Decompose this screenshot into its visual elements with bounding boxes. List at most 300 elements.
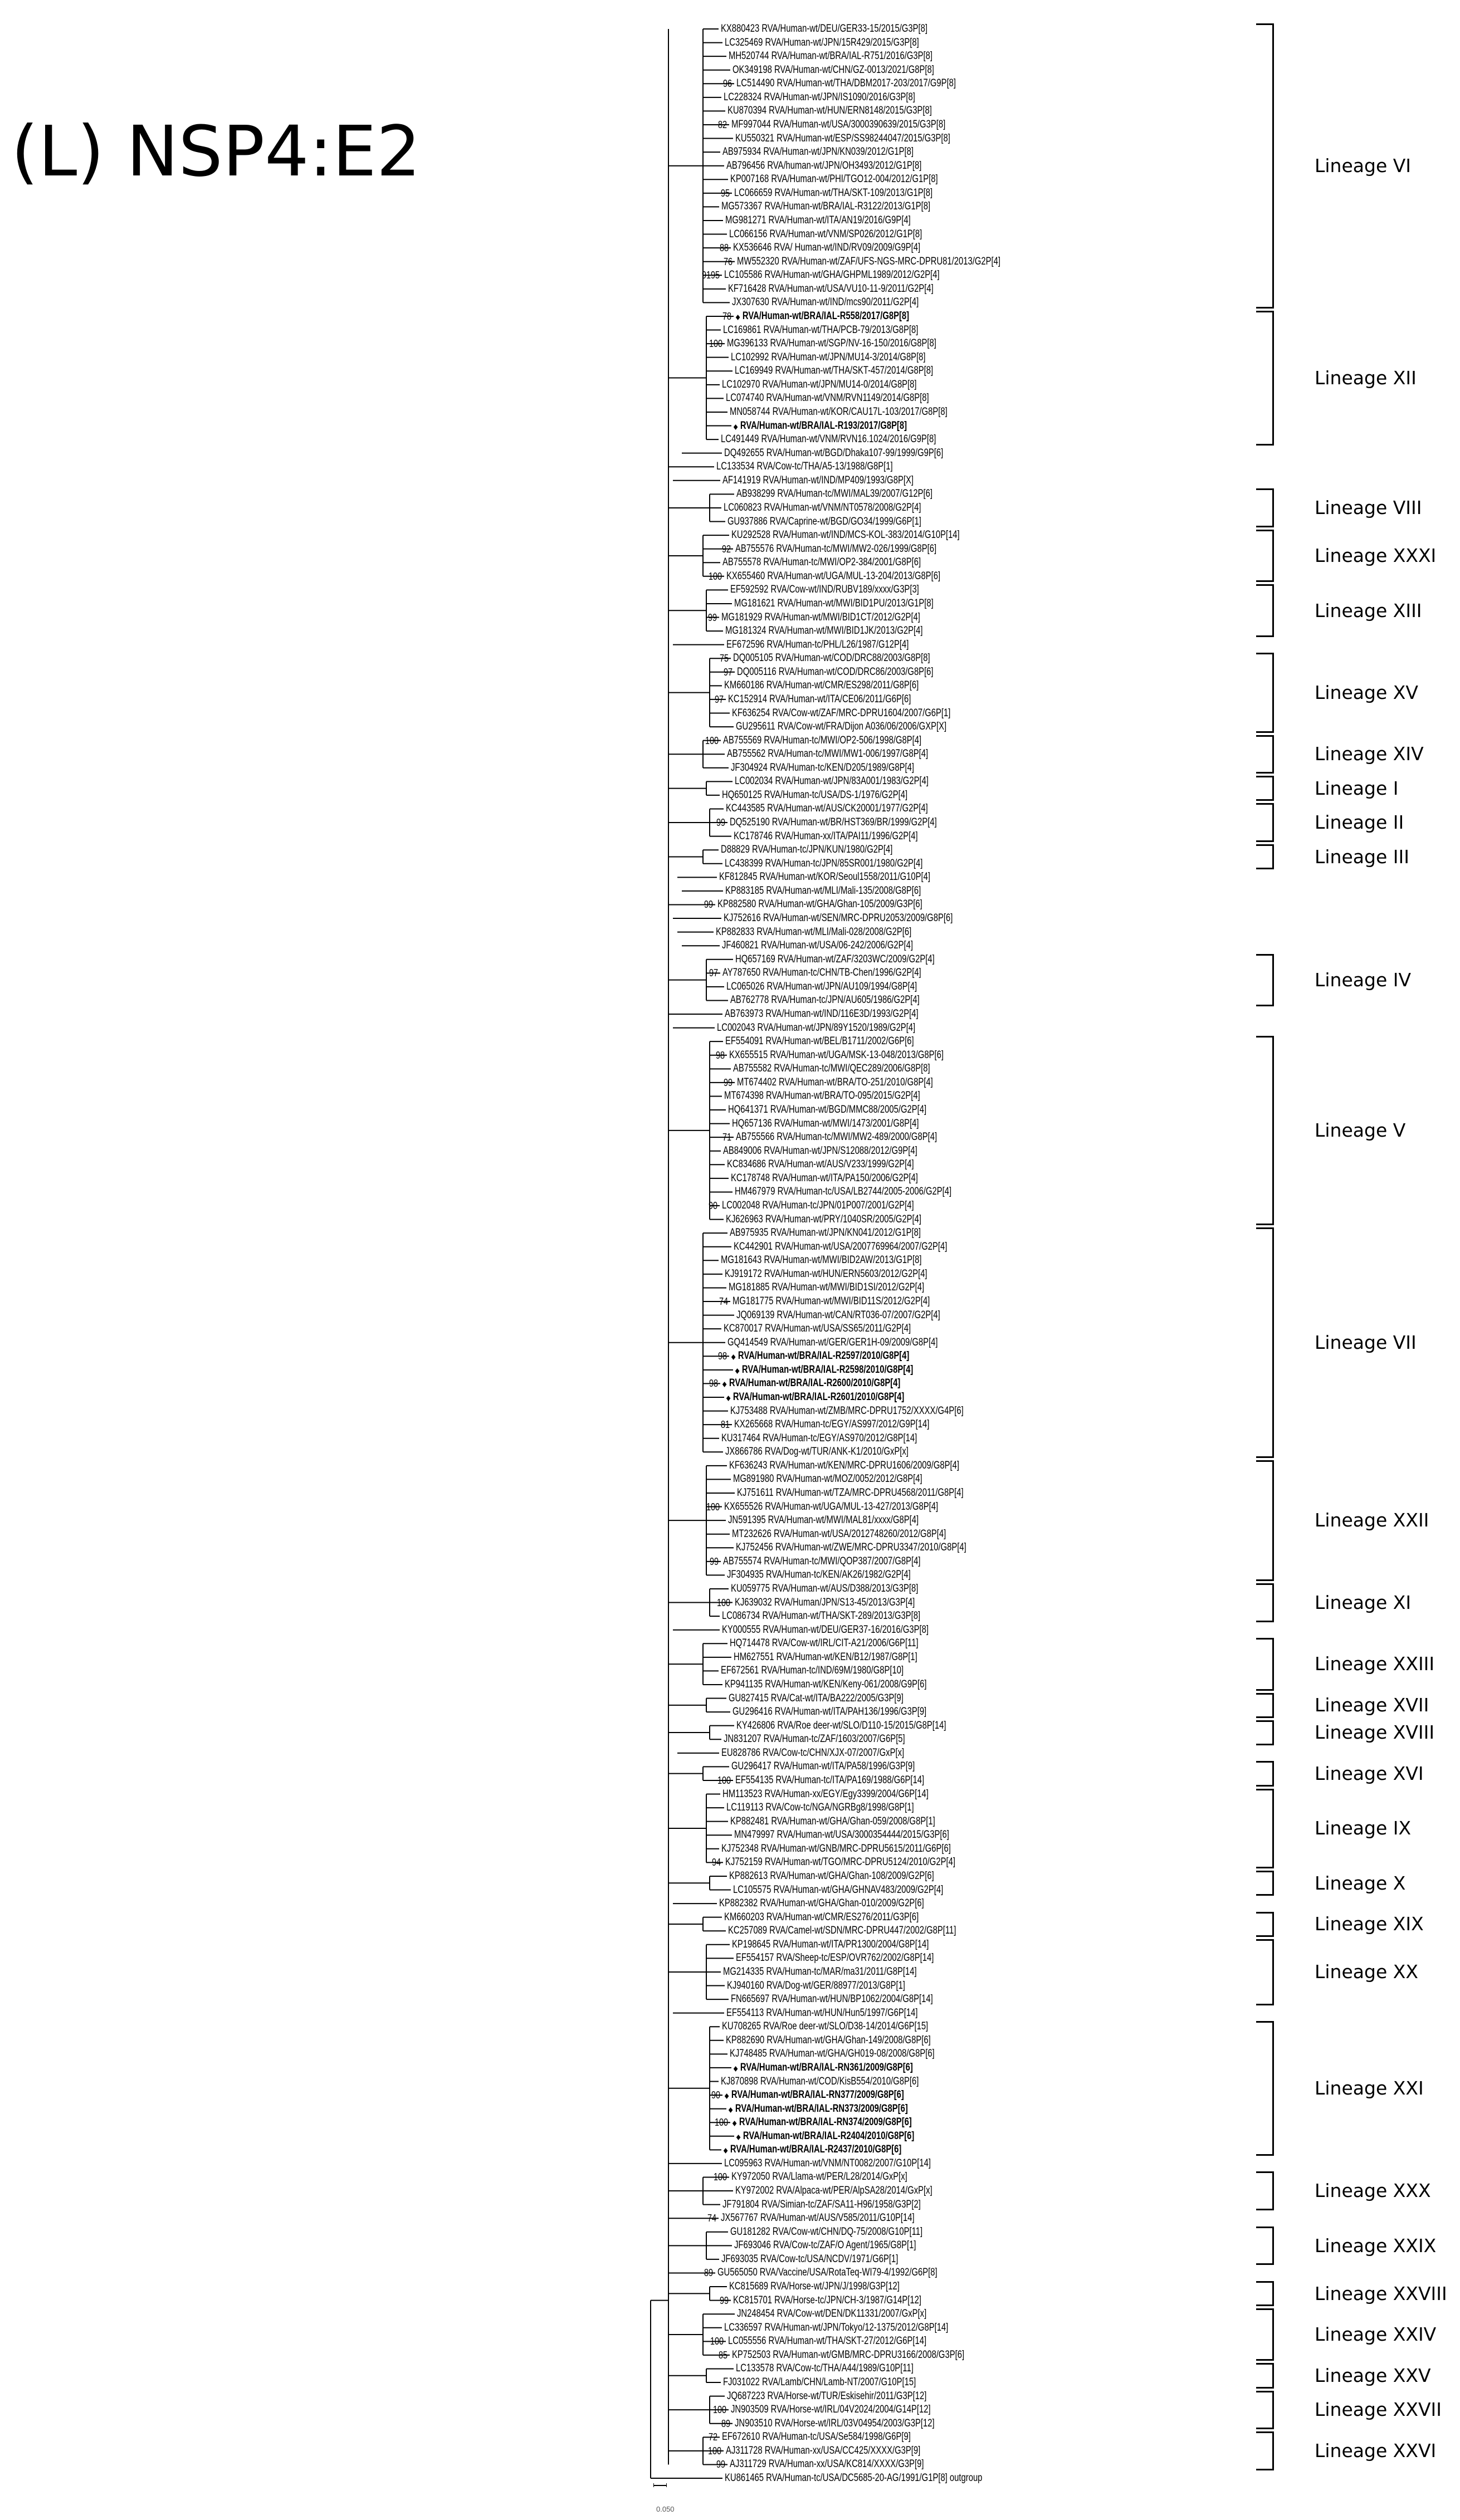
leaf-label <box>726 2007 918 2020</box>
leaf-label <box>735 953 935 966</box>
leaf-label <box>721 611 920 624</box>
lineage-label: Lineage III <box>1315 845 1409 868</box>
lineage-label: Lineage XXII <box>1315 1509 1429 1531</box>
leaf-name: AB755574 RVA/Human-tc/MWI/QOP387/2007/G8P[4] <box>723 1555 921 1567</box>
leaf-label <box>737 1076 933 1089</box>
leaf-name: RVA/Human-wt/BRA/IAL-RN377/2009/G8P[6] <box>731 2089 904 2101</box>
leaf-name: AB755576 RVA/Human-tc/MWI/MW2-026/1999/G8P[6] <box>735 542 937 555</box>
lineage-label: Lineage XIV <box>1315 743 1424 765</box>
leaf-label <box>729 1459 959 1472</box>
leaf-label <box>727 1568 911 1582</box>
lineage-bracket <box>1256 844 1274 869</box>
leaf-label <box>722 378 917 392</box>
leaf-label <box>731 2403 931 2416</box>
leaf-label <box>730 1815 935 1828</box>
bootstrap-value: 72 <box>708 2431 717 2443</box>
leaf-label <box>724 2321 948 2335</box>
leaf-label <box>733 1883 943 1897</box>
leaf-name: RVA/Human-wt/BRA/IAL-R2600/2010/G8P[4] <box>729 1377 901 1389</box>
leaf-name: MG891980 RVA/Human-wt/MOZ/0052/2012/G8P[4] <box>733 1473 922 1485</box>
leaf-name: LC133578 RVA/Cow-tc/THA/A44/1989/G10P[11] <box>736 2362 914 2375</box>
leaf-name: AB762778 RVA/Human-tc/JPN/AU605/1986/G2P[4] <box>730 994 920 1006</box>
leaf-label <box>736 720 946 733</box>
lineage-bracket <box>1256 1693 1274 1718</box>
leaf-name: KP882833 RVA/Human-wt/MLI/Mali-028/2008/G2P[6] <box>716 926 912 938</box>
leaf-label <box>728 282 934 296</box>
leaf-name: KP882481 RVA/Human-wt/GHA/Ghan-059/2008/G8P[1] <box>730 1815 935 1827</box>
leaf-name: RVA/Human-wt/BRA/IAL-RN361/2009/G8P[6] <box>740 2061 913 2073</box>
leaf-name: LC105575 RVA/Human-wt/GHA/GHNAV483/2009/G2P[4] <box>733 1883 944 1896</box>
leaf-name: JF304935 RVA/Human-tc/KEN/AK26/1982/G2P[4] <box>727 1569 911 1581</box>
leaf-label <box>725 1678 926 1691</box>
leaf-name: LC169949 RVA/Human-wt/THA/SKT-457/2014/G8P[8] <box>735 365 934 377</box>
bootstrap-value: 96 <box>722 78 732 90</box>
diamond-marker-icon: ◆ <box>734 2064 738 2072</box>
lineage-label: Lineage XXXI <box>1315 545 1437 567</box>
leaf-name: KJ639032 RVA/Human/JPN/S13-45/2013/G3P[4] <box>735 1596 915 1608</box>
leaf-label <box>730 583 919 596</box>
leaf-name: HM467979 RVA/Human-tc/USA/LB2744/2005-2006/G2P[4] <box>735 1186 952 1198</box>
leaf-name: GU296417 RVA/Human-wt/ITA/PA58/1996/G3P[9] <box>731 1760 915 1773</box>
leaf-name: KU870394 RVA/Human-wt/HUN/ERN8148/2015/G3P[8] <box>727 105 932 117</box>
leaf-name: EF554135 RVA/Human-tc/ITA/PA169/1988/G6P[14] <box>735 1774 925 1786</box>
leaf-label <box>732 1528 946 1541</box>
leaf-name: FN665697 RVA/Human-wt/HUN/BP1062/2004/G8P[14] <box>731 1993 933 2005</box>
diamond-marker-icon: ◆ <box>726 1394 731 1402</box>
leaf-label <box>735 132 950 145</box>
lineage-label: Lineage XXVII <box>1315 2399 1442 2421</box>
leaf-name: KJ919172 RVA/Human-wt/HUN/ERN5603/2012/G2P[4] <box>725 1268 927 1280</box>
diamond-marker-icon: ◆ <box>734 422 738 430</box>
lineage-bracket <box>1256 1460 1274 1581</box>
leaf-name: MG181929 RVA/Human-wt/MWI/BID1CT/2012/G2P[4] <box>721 611 920 623</box>
leaf-name: KP882580 RVA/Human-wt/GHA/Ghan-105/2009/G3P[6] <box>717 898 922 911</box>
leaf-name: KU708265 RVA/Roe deer-wt/SLO/D38-14/2014/G6P[15] <box>722 2020 929 2033</box>
leaf-label <box>727 1979 905 1993</box>
leaf-name: KJ752348 RVA/Human-wt/GNB/MRC-DPRU5615/2011/G6P[6] <box>721 1842 951 1854</box>
leaf-label <box>731 351 926 364</box>
bootstrap-value: 99 <box>719 2294 729 2306</box>
leaf-label <box>723 734 921 747</box>
lineage-bracket <box>1256 2363 1274 2388</box>
leaf-label <box>729 50 932 63</box>
scale-bar-label: 0.050 <box>656 2505 675 2513</box>
leaf-label <box>734 1418 929 1431</box>
leaf-label <box>737 255 1000 268</box>
leaf-name: KX655460 RVA/Human-wt/UGA/MUL-13-204/2013/G8P[6] <box>726 570 941 582</box>
leaf-label <box>735 2417 935 2430</box>
leaf-name: D88829 RVA/Human-tc/JPN/KUN/1980/G2P[4] <box>721 844 893 856</box>
leaf-label <box>731 2170 907 2184</box>
leaf-name: GU295611 RVA/Cow-wt/FRA/Dijon A036/06/2006/GXP[X] <box>736 721 947 733</box>
lineage-label: Lineage IV <box>1315 968 1412 991</box>
leaf-name: HM113523 RVA/Human-xx/EGY/Egy3399/2004/G6P[14] <box>722 1788 929 1800</box>
leaf-label <box>729 1870 934 1883</box>
leaf-label <box>726 159 921 173</box>
leaf-label <box>721 2211 915 2225</box>
leaf-label <box>722 1623 929 1637</box>
lineage-bracket <box>1256 1761 1274 1786</box>
leaf-label <box>716 460 893 473</box>
leaf-name: KJ748485 RVA/Human-wt/GHA/GH019-08/2008/G8P[6] <box>730 2048 935 2060</box>
leaf-label <box>724 91 915 104</box>
leaf-name: AY787650 RVA/Human-tc/CHN/TB-Chen/1996/G2P[4] <box>722 967 921 979</box>
leaf-name: KX655515 RVA/Human-wt/UGA/MSK-13-048/2013/G8P[6] <box>729 1049 944 1061</box>
leaf-name: LC065026 RVA/Human-wt/JPN/AU109/1994/G8P[4] <box>726 980 917 992</box>
leaf-name: KJ751611 RVA/Human-wt/TZA/MRC-DPRU4568/2011/G8P[4] <box>737 1486 964 1499</box>
lineage-label: Lineage XXV <box>1315 2365 1431 2387</box>
leaf-label <box>726 392 929 405</box>
lineage-label: Lineage XII <box>1315 366 1417 389</box>
bootstrap-value: 100 <box>706 1501 720 1513</box>
lineage-label: Lineage XXIX <box>1315 2234 1437 2257</box>
leaf-name: KJ940160 RVA/Dog-wt/GER/88977/2013/G8P[1] <box>727 1979 905 1991</box>
lineage-bracket <box>1256 954 1274 1006</box>
figure-title: (L) NSP4:E2 <box>11 111 421 192</box>
leaf-label <box>736 310 909 323</box>
leaf-name: MH520744 RVA/Human-wt/BRA/IAL-R751/2016/G3P[8] <box>729 50 933 62</box>
leaf-label <box>717 1021 915 1035</box>
bootstrap-value: 89 <box>721 2418 730 2429</box>
lineage-label: Lineage XXX <box>1315 2180 1431 2202</box>
leaf-label <box>726 980 917 994</box>
leaf-name: KX536646 RVA/ Human-wt/IND/RV09/2009/G9P[4] <box>733 242 921 254</box>
leaf-label <box>723 1144 917 1158</box>
leaf-name: KY000555 RVA/Human-wt/DEU/GER37-16/2016/G3P[8] <box>722 1623 929 1636</box>
leaf-label <box>722 789 907 802</box>
leaf-name: MT674398 RVA/Human-wt/BRA/TO-095/2015/G2P[4] <box>724 1090 920 1102</box>
leaf-label <box>733 2116 912 2129</box>
bootstrap-value: 76 <box>723 256 733 267</box>
leaf-label <box>729 2102 908 2116</box>
leaf-label <box>724 268 940 282</box>
leaf-name: JQ069139 RVA/Human-wt/CAN/RT036-07/2007/G2P[4] <box>736 1309 940 1321</box>
leaf-name: KC178746 RVA/Human-xx/ITA/PAI11/1996/G2P[4] <box>734 830 918 842</box>
leaf-name: JN591395 RVA/Human-wt/MWI/MAL81/xxxx/G8P[4] <box>728 1514 919 1526</box>
leaf-label <box>719 870 930 884</box>
leaf-name: MW552320 RVA/Human-wt/ZAF/UFS-NGS-MRC-DPRU81/2013/G2P[4] <box>737 255 1001 267</box>
leaf-name: KJ626963 RVA/Human-wt/PRY/1040SR/2005/G2P[4] <box>726 1213 921 1225</box>
leaf-name: JN831207 RVA/Human-tc/ZAF/1603/2007/G6P[5] <box>724 1733 905 1745</box>
leaf-name: KC870017 RVA/Human-wt/USA/SS65/2011/G2P[4] <box>724 1323 911 1335</box>
leaf-label <box>727 337 936 350</box>
bootstrap-value: 90 <box>711 2090 720 2101</box>
leaf-label <box>736 1951 934 1965</box>
leaf-label <box>733 1295 930 1308</box>
leaf-label <box>736 1309 940 1322</box>
leaf-name: LC336597 RVA/Human-wt/JPN/Tokyo/12-1375/2012/G8P[14] <box>724 2321 949 2333</box>
leaf-label <box>734 1651 917 1664</box>
leaf-name: AB755578 RVA/Human-tc/MWI/OP2-384/2001/G8P[6] <box>722 556 921 569</box>
lineage-label: Lineage V <box>1315 1119 1406 1142</box>
leaf-label <box>731 1172 918 1185</box>
lineage-bracket <box>1256 2227 1274 2265</box>
lineage-bracket <box>1256 803 1274 842</box>
leaf-name: LC102970 RVA/Human-wt/JPN/MU14-0/2014/G8P[8] <box>722 378 917 390</box>
lineage-label: Lineage XVII <box>1315 1694 1429 1716</box>
diamond-marker-icon: ◆ <box>733 2119 737 2127</box>
leaf-label <box>722 474 914 487</box>
leaf-label <box>731 1349 909 1363</box>
leaf-name: AB755582 RVA/Human-tc/MWI/QEC289/2006/G8P[8] <box>733 1063 930 1075</box>
leaf-label <box>730 405 948 419</box>
leaf-name: MN479997 RVA/Human-wt/USA/3000354444/2015/G3P[6] <box>734 1829 949 1841</box>
leaf-name: JX567767 RVA/Human-wt/AUS/V585/2011/G10P[14] <box>721 2212 915 2224</box>
leaf-name: LC491449 RVA/Human-wt/VNM/RVN16.1024/2016/G9P[8] <box>721 433 936 446</box>
leaf-name: EF672561 RVA/Human-tc/IND/69M/1980/G8P[10] <box>721 1665 904 1677</box>
leaf-name: MN058744 RVA/Human-wt/KOR/CAU17L-103/2017/G8P[8] <box>730 405 948 418</box>
lineage-bracket <box>1256 1939 1274 2005</box>
bootstrap-value: 71 <box>722 1132 731 1143</box>
lineage-bracket <box>1256 488 1274 527</box>
leaf-name: AB763973 RVA/Human-wt/IND/116E3D/1993/G2P[4] <box>725 1008 919 1020</box>
leaf-name: LC055556 RVA/Human-wt/THA/SKT-27/2012/G6P[14] <box>728 2335 927 2347</box>
leaf-name: LC060823 RVA/Human-wt/VNM/NT0578/2008/G2P[4] <box>724 501 921 513</box>
leaf-name: AB975934 RVA/Human-wt/JPN/KN039/2012/G1P[8] <box>722 146 914 158</box>
lineage-label: Lineage XVIII <box>1315 1721 1435 1744</box>
leaf-label <box>732 1117 919 1131</box>
leaf-name: LC514490 RVA/Human-wt/THA/DBM2017-203/2017/G9P[8] <box>736 77 956 90</box>
leaf-name: JF460821 RVA/Human-wt/USA/06-242/2006/G2P[4] <box>722 940 913 952</box>
leaf-name: LC095963 RVA/Human-wt/VNM/NT0082/2007/G10P[14] <box>724 2157 931 2169</box>
leaf-name: MG396133 RVA/Human-wt/SGP/NV-16-150/2016/G8P[8] <box>727 337 936 350</box>
leaf-label <box>722 1199 914 1212</box>
bootstrap-value: 100 <box>710 2336 724 2347</box>
leaf-name: HQ657169 RVA/Human-wt/ZAF/3203WC/2009/G2P[4] <box>735 953 935 965</box>
leaf-label <box>731 529 960 542</box>
leaf-name: AB849006 RVA/Human-wt/JPN/S12088/2012/G9P[4] <box>723 1144 917 1157</box>
leaf-name: KF636254 RVA/Cow-wt/ZAF/MRC-DPRU1604/2007/G6P[1] <box>732 707 951 719</box>
lineage-bracket <box>1256 1036 1274 1225</box>
leaf-name: KJ752159 RVA/Human-wt/TGO/MRC-DPRU5124/2010/G2P[4] <box>725 1856 955 1868</box>
leaf-label <box>722 2020 928 2033</box>
leaf-label <box>723 1965 917 1979</box>
leaf-name: AB938299 RVA/Human-tc/MWI/MAL39/2007/G12P[6] <box>736 488 933 500</box>
leaf-label <box>727 515 921 529</box>
lineage-bracket <box>1256 653 1274 732</box>
bootstrap-value: 95 <box>720 187 730 199</box>
leaf-name: MG181324 RVA/Human-wt/MWI/BID1JK/2013/G2P[4] <box>725 625 923 637</box>
leaf-label <box>736 487 932 501</box>
leaf-name: JX866786 RVA/Dog-wt/TUR/ANK-K1/2010/GxP[x] <box>725 1446 909 1458</box>
leaf-label <box>722 1609 920 1623</box>
leaf-label <box>731 1760 915 1773</box>
diamond-marker-icon: ◆ <box>735 1366 740 1374</box>
leaf-name: LC066156 RVA/Human-wt/VNM/SP026/2012/G1P[8] <box>729 228 922 240</box>
leaf-label <box>729 228 922 241</box>
lineage-bracket <box>1256 1871 1274 1896</box>
leaf-name: EF592592 RVA/Cow-wt/IND/RUBV189/xxxx/G3P[3] <box>730 584 919 596</box>
leaf-label <box>735 1596 915 1609</box>
leaf-name: JQ687223 RVA/Horse-wt/TUR/Eskisehir/2011/G3P[12] <box>727 2390 927 2402</box>
leaf-name: KU861465 RVA/Human-tc/USA/DC5685-20-AG/1991/G1P[8] outgroup <box>725 2472 983 2484</box>
lineage-label: Lineage VI <box>1315 154 1412 177</box>
lineage-bracket <box>1256 1912 1274 1937</box>
lineage-bracket <box>1256 23 1274 309</box>
leaf-label <box>727 2390 926 2403</box>
leaf-name: RVA/Human-wt/BRA/IAL-R2404/2010/G8P[6] <box>743 2130 915 2142</box>
leaf-name: JN903509 RVA/Horse-wt/IRL/04V2024/2004/G14P[12] <box>731 2404 931 2416</box>
leaf-name: MT674402 RVA/Human-wt/BRA/TO-251/2010/G8P[4] <box>737 1076 933 1088</box>
leaf-label <box>735 775 929 788</box>
diamond-marker-icon: ◆ <box>725 2092 729 2100</box>
leaf-name: LC002043 RVA/Human-wt/JPN/89Y1520/1989/G2P[4] <box>717 1021 916 1034</box>
bootstrap-value: 100 <box>708 570 722 582</box>
leaf-label <box>730 173 938 186</box>
leaf-label <box>726 570 940 583</box>
lineage-bracket <box>1256 311 1274 446</box>
leaf-label <box>725 1035 914 1048</box>
bootstrap-value: 99 <box>704 899 713 911</box>
leaf-label <box>725 2472 982 2485</box>
leaf-name: EF672610 RVA/Human-tc/USA/Se584/1998/G6P[9] <box>722 2431 911 2443</box>
leaf-name: KP882382 RVA/Human-wt/GHA/Ghan-010/2009/G2P[6] <box>719 1897 924 1910</box>
leaf-name: KP007168 RVA/Human-wt/PHI/TGO12-004/2012/G1P[8] <box>730 173 938 185</box>
lineage-label: Lineage II <box>1315 811 1404 834</box>
lineage-bracket <box>1256 1583 1274 1622</box>
lineage-label: Lineage XXVI <box>1315 2440 1437 2462</box>
leaf-label <box>725 2088 904 2102</box>
bootstrap-value: 88 <box>719 242 729 254</box>
leaf-label <box>725 884 921 898</box>
leaf-name: KU550321 RVA/Human-wt/ESP/SS98244047/2015/G3P[8] <box>735 132 950 144</box>
leaf-label <box>734 187 932 200</box>
bootstrap-value: 75 <box>719 653 729 664</box>
leaf-name: KM660203 RVA/Human-wt/CMR/ES276/2011/G3P[6] <box>724 1911 919 1923</box>
leaf-label <box>732 2348 964 2362</box>
leaf-name: KC815689 RVA/Horse-wt/JPN/J/1998/G3P[12] <box>729 2281 900 2293</box>
leaf-label <box>729 1049 944 1062</box>
bootstrap-value: 92 <box>721 543 731 555</box>
leaf-label <box>724 1500 938 1514</box>
leaf-name: LC102992 RVA/Human-wt/JPN/MU14-3/2014/G8P[8] <box>731 351 926 363</box>
leaf-label <box>725 1007 919 1021</box>
leaf-label <box>721 1254 921 1267</box>
leaf-name: MG214335 RVA/Human-tc/MAR/ma31/2011/G8P[14] <box>723 1965 917 1978</box>
leaf-label <box>721 433 936 446</box>
bootstrap-value: 74 <box>707 2213 716 2224</box>
bootstrap-value: 100 <box>705 735 719 746</box>
leaf-name: MG181885 RVA/Human-wt/MWI/BID1SI/2012/G2P[4] <box>729 1281 925 1294</box>
leaf-label <box>735 2184 932 2198</box>
lineage-bracket <box>1256 530 1274 582</box>
leaf-name: RVA/Human-wt/BRA/IAL-R2437/2010/G8P[6] <box>730 2144 902 2156</box>
leaf-name: MG981271 RVA/Human-wt/ITA/AN19/2016/G9P[4] <box>725 214 911 226</box>
leaf-name: KY426806 RVA/Roe deer-wt/SLO/D110-15/2015/G8P[14] <box>736 1719 946 1731</box>
scale-bar <box>653 2485 667 2486</box>
bootstrap-value: 85 <box>718 2349 727 2361</box>
leaf-name: KF636243 RVA/Human-wt/KEN/MRC-DPRU1606/2009/G8P[4] <box>729 1459 959 1471</box>
leaf-name: KC178748 RVA/Human-wt/ITA/PA150/2006/G2P[4] <box>731 1172 918 1184</box>
leaf-label <box>735 1774 924 1787</box>
leaf-name: KU317464 RVA/Human-tc/EGY/AS970/2012/G8P[14] <box>721 1432 917 1444</box>
leaf-name: KU059775 RVA/Human-wt/AUS/D388/2013/G3P[8] <box>731 1582 919 1594</box>
leaf-name: DQ492655 RVA/Human-wt/BGD/Dhaka107-99/1999/G9P[6] <box>724 447 944 459</box>
lineage-label: Lineage XIX <box>1315 1913 1424 1935</box>
leaf-label <box>726 1801 914 1814</box>
leaf-label <box>730 2458 924 2471</box>
bootstrap-value: 99 <box>723 1076 733 1088</box>
leaf-label <box>721 2075 919 2088</box>
leaf-name: KP882613 RVA/Human-wt/GHA/Ghan-108/2009/G2P[6] <box>729 1870 934 1882</box>
leaf-name: AJ311729 RVA/Human-xx/USA/KC814/XXXX/G3P[9] <box>730 2458 924 2470</box>
leaf-name: FJ031022 RVA/Lamb/CHN/Lamb-NT/2007/G10P[15] <box>723 2376 916 2389</box>
leaf-label <box>736 1541 966 1554</box>
leaf-name: EF554113 RVA/Human-wt/HUN/Hun5/1997/G6P[14] <box>726 2007 918 2019</box>
leaf-label <box>724 1089 920 1103</box>
leaf-label <box>730 816 937 829</box>
leaf-label <box>721 1842 951 1856</box>
leaf-name: LC119113 RVA/Cow-tc/NGA/NGRBg8/1998/G8P[1] <box>726 1802 914 1814</box>
leaf-label <box>734 2061 913 2074</box>
leaf-name: KC443585 RVA/Human-wt/AUS/CK20001/1977/G2P[4] <box>726 803 928 815</box>
leaf-label <box>721 843 892 857</box>
leaf-name: KP941135 RVA/Human-wt/KEN/Keny-061/2008/G9P[6] <box>725 1678 927 1690</box>
leaf-name: EF554091 RVA/Human-wt/BEL/B1711/2002/G6P[6] <box>725 1035 914 1048</box>
leaf-label <box>725 857 922 870</box>
leaf-label <box>725 1856 955 1869</box>
leaf-name: KJ870898 RVA/Human-wt/COD/KisB554/2010/G8P[6] <box>721 2075 919 2087</box>
leaf-label <box>725 1445 909 1459</box>
leaf-name: MF997044 RVA/Human-wt/USA/3000390639/2015/G3P[8] <box>731 118 946 130</box>
leaf-label <box>734 1828 949 1842</box>
bootstrap-value: 97 <box>723 666 733 678</box>
leaf-label <box>731 1993 933 2006</box>
lineage-bracket <box>1256 2391 1274 2430</box>
leaf-label <box>726 1213 921 1226</box>
leaf-name: LC133534 RVA/Cow-tc/THA/A5-13/1988/G8P[1] <box>716 461 893 473</box>
leaf-name: GU827415 RVA/Cat-wt/ITA/BA222/2005/G3P[9] <box>729 1692 904 1704</box>
leaf-label <box>733 63 934 77</box>
leaf-label <box>724 2157 931 2170</box>
leaf-label <box>724 1733 905 1746</box>
leaf-label <box>735 542 936 556</box>
bootstrap-value: 89 <box>704 2267 713 2279</box>
bootstrap-value: 100 <box>716 1597 730 1608</box>
leaf-name: GU296416 RVA/Human-wt/ITA/PAH136/1996/G3P[9] <box>733 1706 927 1718</box>
leaf-label <box>734 2239 916 2252</box>
bootstrap-value: 94 <box>711 1857 721 1868</box>
leaf-name: RVA/Human-wt/BRA/IAL-R2601/2010/G8P[4] <box>733 1391 905 1403</box>
leaf-label <box>716 926 911 939</box>
leaf-label <box>721 1746 904 1760</box>
leaf-label <box>722 556 921 569</box>
leaf-label <box>717 2266 937 2279</box>
leaf-name: DQ005116 RVA/Human-wt/COD/DRC86/2003/G8P[6] <box>737 666 934 678</box>
leaf-label <box>726 638 909 652</box>
diamond-marker-icon: ◆ <box>731 1353 736 1361</box>
leaf-name: KP883185 RVA/Human-wt/MLI/Mali-135/2008/G8P[6] <box>725 884 921 897</box>
leaf-label <box>726 1391 904 1404</box>
lineage-label: Lineage IX <box>1315 1817 1412 1839</box>
leaf-label <box>737 1486 964 1500</box>
leaf-label <box>734 419 907 433</box>
leaf-label <box>728 1103 926 1117</box>
leaf-name: RVA/Human-wt/BRA/IAL-R2598/2010/G8P[4] <box>741 1363 914 1376</box>
leaf-name: KF812845 RVA/Human-wt/KOR/Seoul1558/2011/G10P[4] <box>719 871 930 883</box>
lineage-bracket <box>1256 2171 1274 2210</box>
leaf-label <box>724 2143 901 2156</box>
leaf-label <box>737 666 934 679</box>
leaf-label <box>733 241 920 255</box>
bootstrap-value: 100 <box>709 338 722 350</box>
leaf-name: KC815701 RVA/Horse-tc/JPN/CH-3/1987/G14P[12] <box>733 2294 922 2306</box>
leaf-label <box>733 1062 930 1075</box>
leaf-name: LC438399 RVA/Human-tc/JPN/85SR001/1980/G2P[4] <box>725 857 923 869</box>
bootstrap-value: 100 <box>712 2404 726 2416</box>
leaf-name: RVA/Human-wt/BRA/IAL-RN374/2009/G8P[6] <box>739 2116 912 2128</box>
leaf-name: LC325469 RVA/Human-wt/JPN/15R429/2015/G3P[8] <box>725 36 919 48</box>
